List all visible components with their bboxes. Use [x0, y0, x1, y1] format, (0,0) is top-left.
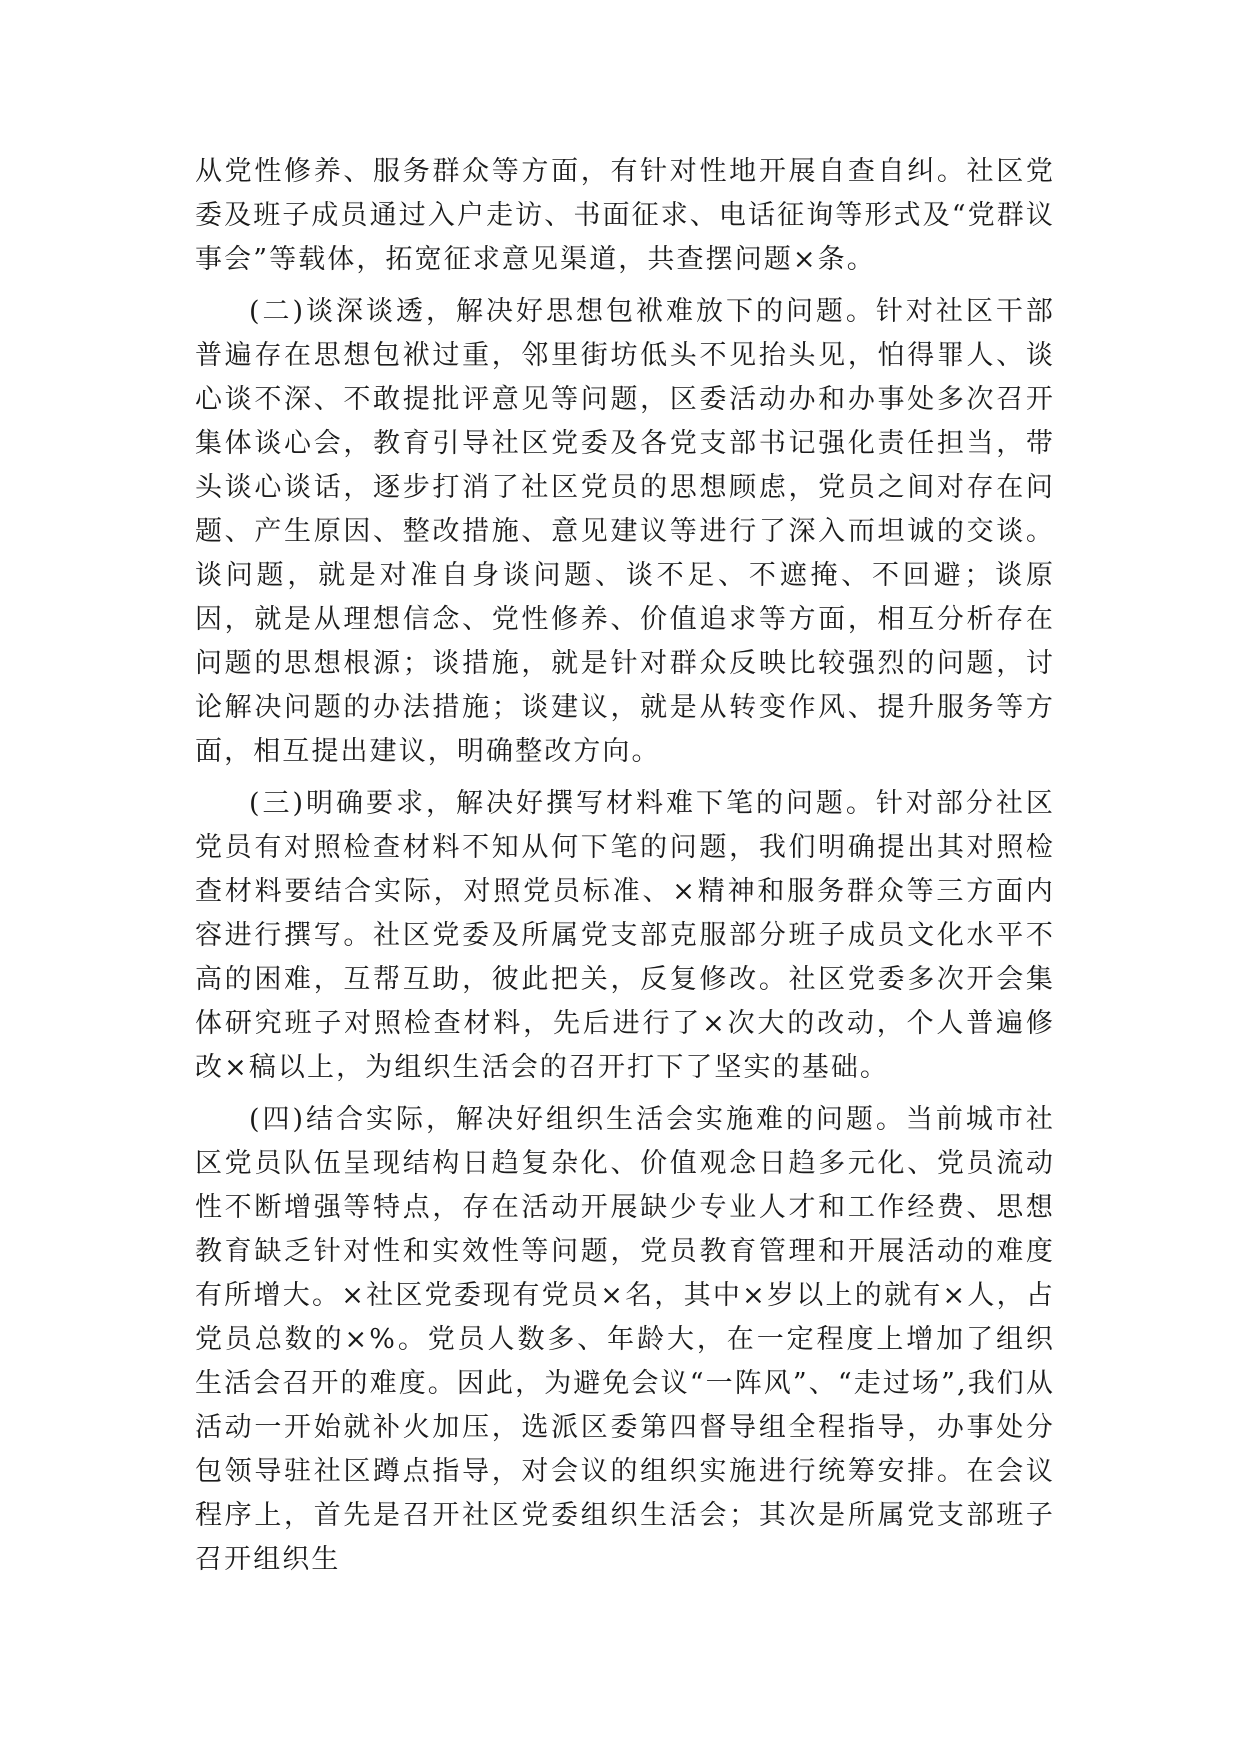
paragraph-section-2: (二)谈深谈透，解决好思想包袱难放下的问题。针对社区干部普遍存在思想包袱过重，邻里街坊低头不见抬头见，怕得罪人、谈心谈不深、不敢提批评意见等问题，区委活动办和办事处多次召开集体谈心会，教育引导社区党委及各党支部书记强化责任担当，带头谈心谈话，逐步打消了社区党员的思想顾虑，党员之间对存在问题、产生原因、整改措施、意见建议等进行了深入而坦诚的交谈。谈问题，就是对准自身谈问题、谈不足、不遮掩、不回避；谈原因，就是从理想信念、党性修养、价值追求等方面，相互分析存在问题的思想根源；谈措施，就是针对群众反映比较强烈的问题，讨论解决问题的办法措施；谈建议，就是从转变作风、提升服务等方面，相互提出建议，明确整改方向。 — [195, 296, 1055, 767]
paragraph-continuation: 从党性修养、服务群众等方面，有针对性地开展自查自纠。社区党委及班子成员通过入户走访、书面征求、电话征询等形式及“党群议事会”等载体，拓宽征求意见渠道，共查摆问题×条。 — [195, 156, 1055, 275]
paragraph-section-3: (三)明确要求，解决好撰写材料难下笔的问题。针对部分社区党员有对照检查材料不知从何下笔的问题，我们明确提出其对照检查材料要结合实际，对照党员标准、×精神和服务群众等三方面内容进行撰写。社区党委及所属党支部克服部分班子成员文化水平不高的困难，互帮互助，彼此把关，反复修改。社区党委多次开会集体研究班子对照检查材料，先后进行了×次大的改动，个人普遍修改×稿以上，为组织生活会的召开打下了坚实的基础。 — [195, 788, 1055, 1083]
document-page — [195, 150, 1055, 1590]
paragraph-section-4: (四)结合实际，解决好组织生活会实施难的问题。当前城市社区党员队伍呈现结构日趋复杂化、价值观念日趋多元化、党员流动性不断增强等特点，存在活动开展缺少专业人才和工作经费、思想教育缺乏针对性和实效性等问题，党员教育管理和开展活动的难度有所增大。×社区党委现有党员×名，其中×岁以上的就有×人，占党员总数的×%。党员人数多、年龄大，在一定程度上增加了组织生活会召开的难度。因此，为避免会议“一阵风”、“走过场”,我们从活动一开始就补火加压，选派区委第四督导组全程指导，办事处分包领导驻社区蹲点指导，对会议的组织实施进行统筹安排。在会议程序上，首先是召开社区党委组织生活会；其次是所属党支部班子召开组织生 — [195, 1104, 1055, 1575]
